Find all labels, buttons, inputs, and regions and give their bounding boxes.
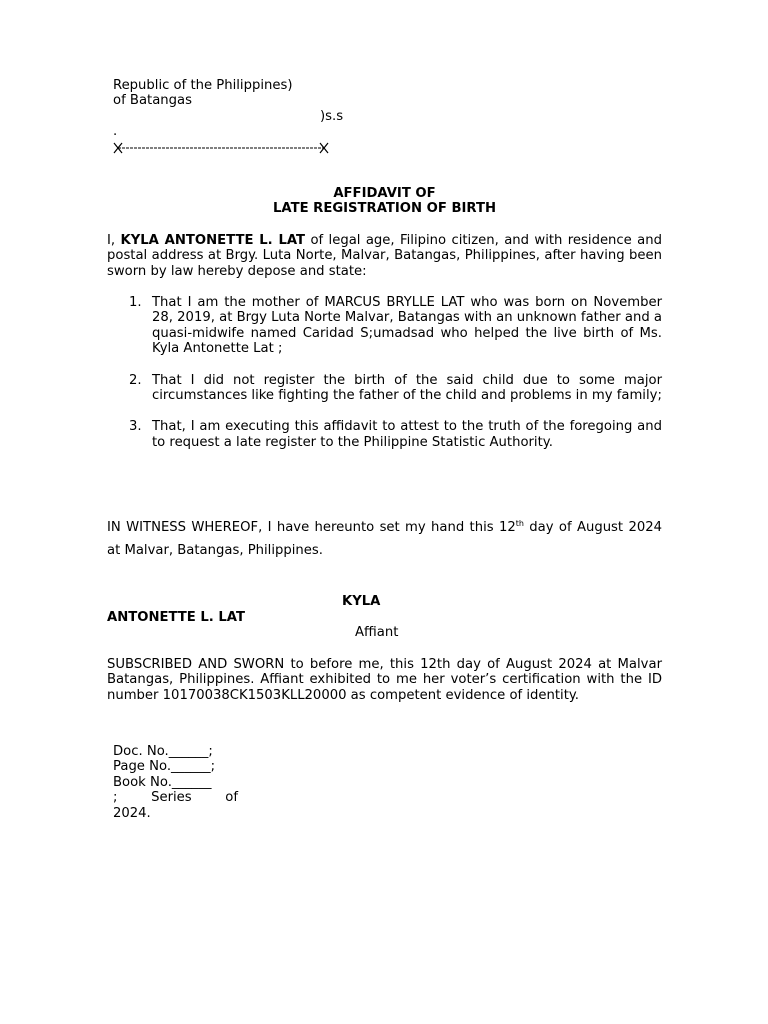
page-number: Page No.______; [113,759,216,775]
venue-republic: Republic of the Philippines) [113,78,293,93]
affiant-name: KYLA ANTONETTE L. LAT [120,233,306,248]
book-number: Book No.______ [113,774,212,790]
venue-province: of Batangas [113,93,192,109]
statement-number: 3. [129,419,142,435]
intro-paragraph [107,233,662,279]
signature-name-line-1: KYLA [342,594,381,609]
doc-number: Doc. No.______; [113,744,213,759]
statement-text: That, I am executing this affidavit to attest to the truth of the foregoing and to request a late register to the Philippine Statistic Authority. [152,419,662,450]
witness-text-before: IN WITNESS WHEREOF, I have hereunto set my hand this 12 [107,520,516,535]
notarial-register-block [113,744,238,821]
intro-text: of legal age, Filipino citizen, and with residence and postal address at Brgy. Luta Norte, Malvar, Batangas, Philippines, after having been sworn by law hereby depose and state: [107,233,662,279]
signature-role: Affiant [355,625,399,640]
document-title [107,186,662,217]
jurat-paragraph: SUBSCRIBED AND SWORN to before me, this 12th day of August 2024 at Malvar Batangas, Philippines. Affiant exhibited to me her voter’s certification with the ID number 10170038CK1503KLL20000 as competent evidence of identity. [107,657,662,703]
series-label: ; Series of [113,790,238,806]
statements-list [107,295,662,466]
series-year: 2024. [113,805,151,821]
statement-text: That I am the mother of MARCUS BRYLLE LAT who was born on November 28, 2019, at Brgy Luta Norte Malvar, Batangas with an unknown father and a quasi-midwife named Caridad S;umadsad who helped the live birth of Ms. Kyla Antonette Lat ; [152,295,662,357]
witness-ordinal: th [515,519,524,528]
venue-block [113,78,373,140]
statement-number: 2. [129,372,142,388]
statement-item [107,295,662,357]
witness-paragraph [107,516,662,562]
witness-text-after: day of August 2024 at Malvar, Batangas, Philippines. [107,520,662,558]
statement-item [107,373,662,404]
venue-ss: )s.s [320,108,344,124]
title-line-1: AFFIDAVIT OF [333,186,436,201]
signature-name-line-2: ANTONETTE L. LAT [107,610,245,625]
statement-text: That I did not register the birth of the said child due to some major circumstances like fighting the father of the child and problems in my family; [152,372,662,404]
venue-divider-line [113,140,329,156]
intro-prefix: I, [107,233,121,248]
statement-item [107,419,662,450]
venue-dot: . [113,124,118,140]
title-line-2: LATE REGISTRATION OF BIRTH [272,201,496,217]
statement-number: 1. [129,295,142,310]
